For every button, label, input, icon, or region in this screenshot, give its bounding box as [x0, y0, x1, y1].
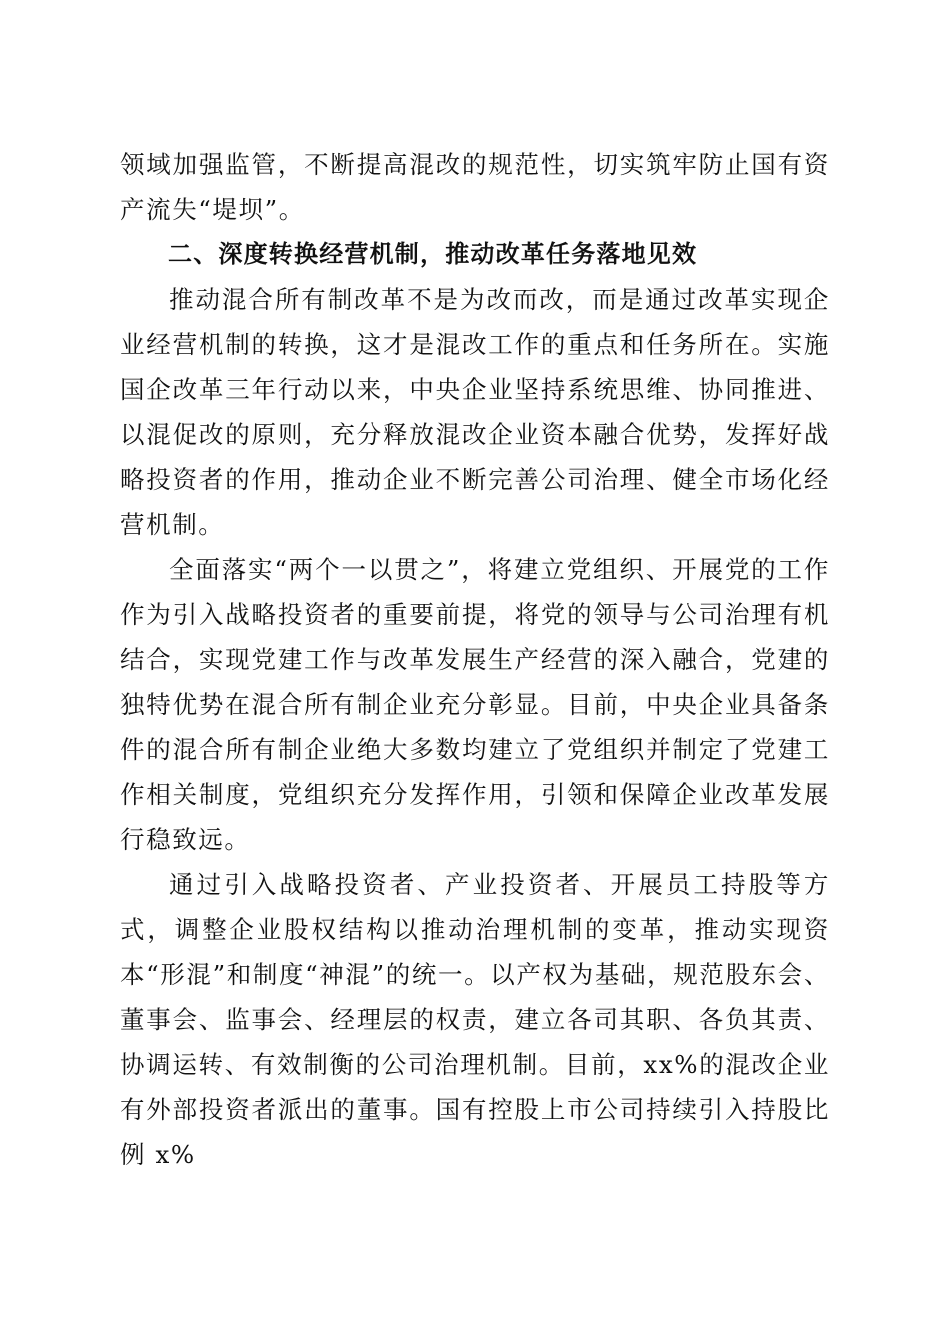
paragraph-continuation: 领域加强监管，不断提高混改的规范性，切实筑牢防止国有资产流失“堤坝”。: [120, 150, 830, 224]
section-heading: 二、深度转换经营机制，推动改革任务落地见效: [168, 240, 698, 268]
document-body: [120, 142, 830, 1177]
paragraph-party-building: 全面落实“两个一以贯之”，将建立党组织、开展党的工作作为引入战略投资者的重要前提，将党的领导与公司治理有机结合，实现党建工作与改革发展生产经营的深入融合，党建的独特优势在混合所有制企业充分彰显。目前，中央企业具备条件的混合所有制企业绝大多数均建立了党组织并制定了党建工作相关制度，党组织充分发挥作用，引领和保障企业改革发展行稳致远。: [120, 555, 830, 854]
paragraph-mixed-ownership-reform: 推动混合所有制改革不是为改而改，而是通过改革实现企业经营机制的转换，这才是混改工作的重点和任务所在。实施国企改革三年行动以来，中央企业坚持系统思维、协同推进、以混促改的原则，充分释放混改企业资本融合优势，发挥好战略投资者的作用，推动企业不断完善公司治理、健全市场化经营机制。: [120, 285, 830, 539]
paragraph-governance-mechanism: 通过引入战略投资者、产业投资者、开展员工持股等方式，调整企业股权结构以推动治理机制的变革，推动实现资本“形混”和制度“神混”的统一。以产权为基础，规范股东会、董事会、监事会、经理层的权责，建立各司其职、各负其责、协调运转、有效制衡的公司治理机制。目前，xx%的混改企业有外部投资者派出的董事。国有控股上市公司持续引入持股比例 x%: [120, 870, 830, 1169]
